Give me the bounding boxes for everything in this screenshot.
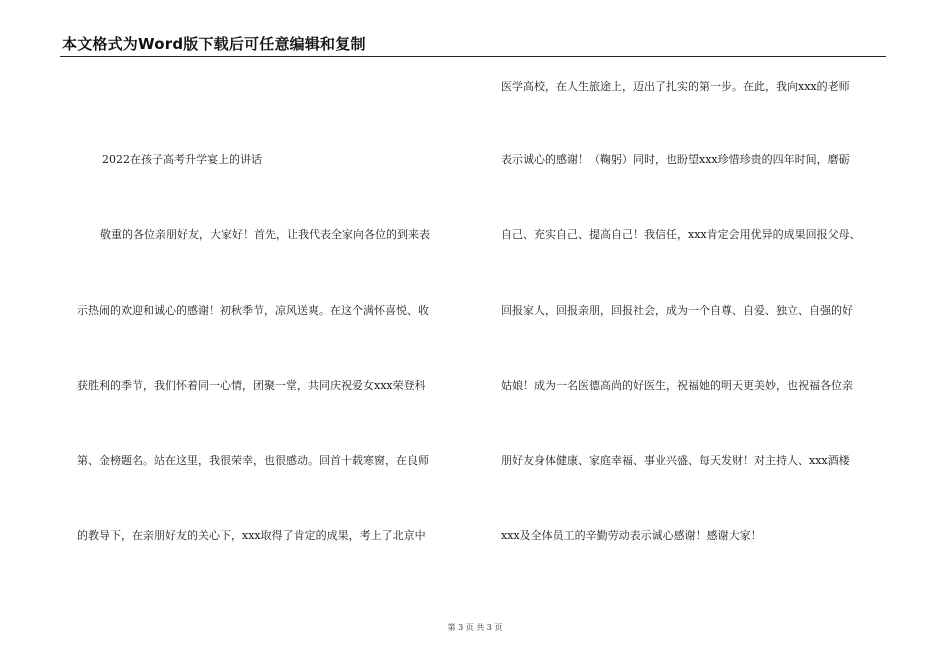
- speech-title: 2022在孩子高考升学宴上的讲话: [102, 153, 262, 166]
- paragraph-line: 回报家人，回报亲朋，回报社会，成为一个自尊、自爱、独立、自强的好: [501, 304, 853, 317]
- paragraph-line: 敬重的各位亲朋好友，大家好！首先，让我代表全家向各位的到来表: [100, 228, 430, 241]
- paragraph-line: 朋好友身体健康、家庭幸福、事业兴盛、每天发财！对主持人、xxx酒楼: [501, 454, 850, 467]
- paragraph-line: 示热闹的欢迎和诚心的感谢！初秋季节，凉风送爽。在这个满怀喜悦、收: [77, 304, 429, 317]
- paragraph-line: 第、金榜题名。站在这里，我很荣幸，也很感动。回首十载寒窗，在良师: [77, 454, 429, 467]
- paragraph-line: 获胜利的季节，我们怀着同一心情，团聚一堂，共同庆祝爱女xxx荣登科: [77, 379, 426, 392]
- paragraph-line: 表示诚心的感谢！（鞠躬）同时，也盼望xxx珍惜珍贵的四年时间，磨砺: [501, 153, 850, 166]
- paragraph-line: xxx及全体员工的辛勤劳动表示诚心感谢！感谢大家！: [501, 529, 762, 542]
- page-number: 第 3 页 共 3 页: [447, 623, 503, 632]
- paragraph-line: 姑娘！成为一名医德高尚的好医生，祝福她的明天更美妙，也祝福各位亲: [501, 379, 853, 392]
- paragraph-line: 的教导下，在亲朋好友的关心下，xxx取得了肯定的成果，考上了北京中: [77, 529, 426, 542]
- paragraph-line: 自己、充实自己、提高自己！我信任，xxx肯定会用优异的成果回报父母、: [501, 228, 861, 241]
- header-divider: [60, 56, 886, 57]
- paragraph-line: 医学高校，在人生旅途上，迈出了扎实的第一步。在此，我向xxx的老师: [501, 80, 850, 93]
- document-header-title: 本文格式为Word版下载后可任意编辑和复制: [62, 35, 366, 53]
